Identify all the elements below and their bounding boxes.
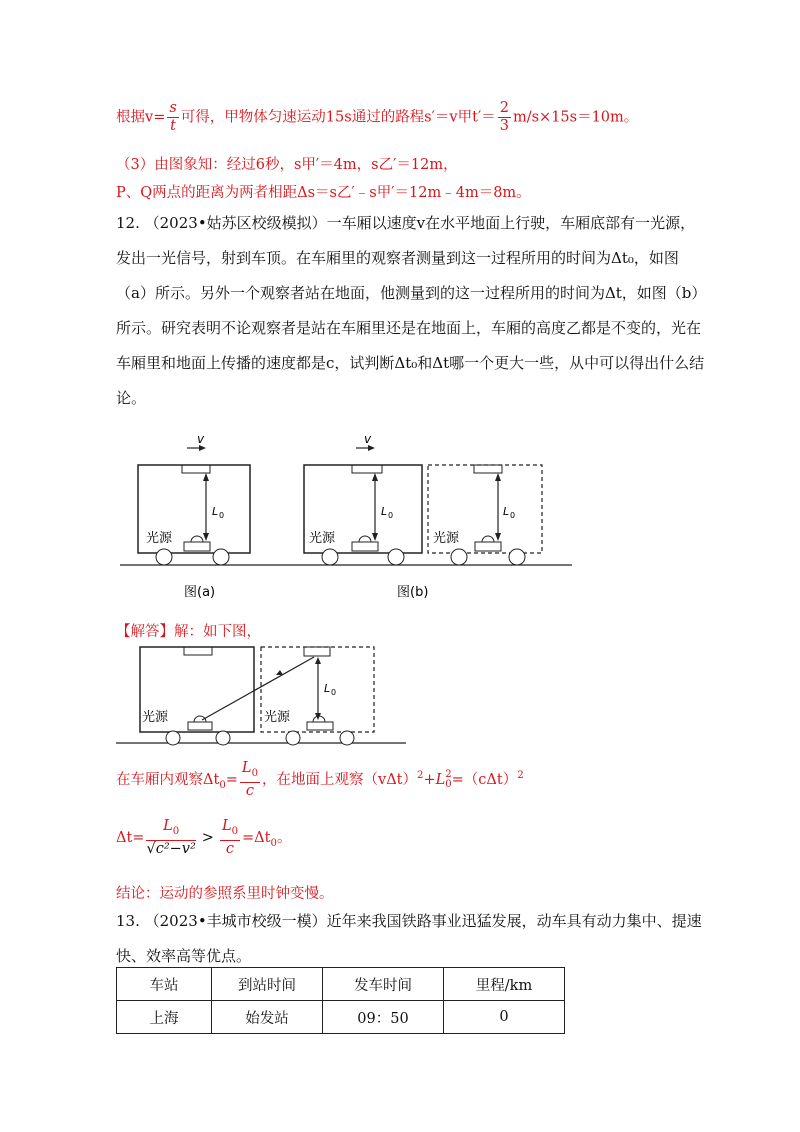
solution-part3-line2: P、Q两点的距离为两者相距Δs＝s乙′﹣s甲′＝12m﹣4m＝8m。 bbox=[116, 185, 531, 201]
length-sub-b: 0 bbox=[388, 511, 394, 520]
formula-sup: 2 bbox=[517, 770, 524, 782]
answer-header bbox=[116, 620, 261, 641]
formula-sub: 0 bbox=[445, 778, 452, 790]
table-header-row bbox=[117, 968, 565, 1001]
question-source: （2023•姑苏区校级模拟） bbox=[144, 214, 327, 232]
table-header-cell: 里程/km bbox=[444, 968, 565, 1001]
length-sub-c: 0 bbox=[510, 511, 516, 520]
answer-length-sub: 0 bbox=[331, 688, 337, 697]
formula-text: > bbox=[201, 829, 214, 846]
station-table bbox=[116, 967, 565, 1034]
figure-answer-diagram bbox=[0, 642, 800, 752]
frac-numerator: L bbox=[241, 760, 252, 776]
conclusion: 结论：运动的参照系里时钟变慢。 bbox=[116, 886, 334, 902]
solution-part2-line bbox=[116, 100, 638, 135]
table-row bbox=[117, 1001, 565, 1034]
frac-denominator: c bbox=[245, 782, 255, 799]
table-cell: 始发站 bbox=[212, 1001, 323, 1034]
table-header-cell: 发车时间 bbox=[323, 968, 444, 1001]
car-b-moved bbox=[428, 465, 542, 565]
answer-tag: 【解答】 bbox=[116, 624, 174, 640]
light-source-label-c: 光源 bbox=[433, 531, 460, 546]
length-label-a: L bbox=[212, 505, 219, 518]
fraction-L0-over-c-2: $\frac{L_0}{c}$ bbox=[221, 818, 239, 857]
fraction-L0-over-sqrt: $\frac{L_0}{\text{√c²−v²}}$ bbox=[146, 818, 196, 857]
question-source: （2023•丰城市校级一模） bbox=[144, 912, 327, 930]
text-segment: m/s×15s＝10m。 bbox=[512, 109, 639, 126]
formula-text: =（cΔt） bbox=[451, 771, 518, 788]
formula-sup: 2 bbox=[445, 768, 452, 780]
text-segment: 可得，甲物体匀速运动15s通过的路程s′＝v甲t′＝ bbox=[180, 109, 496, 126]
formula-text: 。 bbox=[276, 829, 292, 846]
table-header-cell: 车站 bbox=[117, 968, 212, 1001]
caption-b: 图(b) bbox=[397, 585, 429, 600]
answer-light-source-a: 光源 bbox=[142, 710, 169, 725]
table-cell: 09：50 bbox=[323, 1001, 444, 1034]
car-a bbox=[138, 432, 250, 600]
frac-numerator: L bbox=[163, 818, 173, 834]
velocity-label-b: v bbox=[364, 432, 372, 446]
caption-a: 图(a) bbox=[184, 585, 216, 600]
car-b bbox=[304, 432, 428, 600]
light-source-label-b: 光源 bbox=[309, 531, 336, 546]
fraction-s-over-t bbox=[167, 100, 178, 135]
figure-train-diagram bbox=[0, 425, 800, 610]
text-segment: 根据v= bbox=[116, 109, 166, 126]
frac-numerator: s bbox=[169, 100, 177, 116]
length-label-c: L bbox=[503, 505, 510, 518]
frac-denominator: 3 bbox=[499, 118, 509, 134]
question-text: 一车厢以速度v在水平地面上行驶，车厢底部有一光源，发出一光信号，射到车顶。在车厢里的观察者测量到这一过程所用的时间为Δt₀，如图（a）所示。另外一个观察者站在地面，他测量到的这一过程所用的时间为Δt，如图（b）所示。研究表明不论观察者是站在车厢里还是在地面上，车厢的高度乙都是不变的，光在车厢里和地面上传播的速度都是c，试判断Δt₀和Δt哪一个更大一些，从中可以得出什么结论。 bbox=[116, 214, 705, 407]
frac-denominator: √c²−v² bbox=[146, 840, 196, 857]
velocity-label-a: v bbox=[197, 432, 205, 446]
formula-text: 在车厢内观察Δt bbox=[116, 771, 220, 788]
frac-numerator: L bbox=[221, 818, 232, 834]
formula-text: + bbox=[423, 771, 436, 788]
solution-part3-line1: （3）由图象知：经过6秒，s甲′＝4m，s乙′＝12m， bbox=[116, 157, 458, 173]
question-13 bbox=[116, 904, 706, 974]
question-number: 13. bbox=[116, 912, 140, 930]
fraction-L0-over-c: $\frac{L_0}{c}$ bbox=[241, 760, 259, 799]
frac-numerator: 2 bbox=[499, 100, 509, 116]
answer-length-label: L bbox=[324, 682, 331, 695]
length-label-b: L bbox=[381, 505, 388, 518]
formula-text: Δt= bbox=[116, 829, 145, 846]
light-source-label-a: 光源 bbox=[146, 531, 173, 546]
fraction-two-thirds bbox=[498, 100, 511, 135]
table-header-cell: 到站时间 bbox=[212, 968, 323, 1001]
formula-text: = bbox=[225, 771, 238, 788]
formula-text: ，在地面上观察（vΔt） bbox=[262, 771, 418, 788]
frac-denominator: t bbox=[170, 118, 176, 134]
question-number: 12. bbox=[116, 214, 140, 232]
length-sub-a: 0 bbox=[219, 511, 225, 520]
table-cell: 0 bbox=[444, 1001, 565, 1034]
answer-intro: 解：如下图， bbox=[174, 624, 261, 640]
formula-text: =Δt bbox=[242, 829, 271, 846]
formula-text: L bbox=[435, 771, 446, 788]
question-12 bbox=[116, 206, 706, 416]
question-text: 近年来我国铁路事业迅猛发展，动车具有动力集中、提速快、效率高等优点。 bbox=[116, 912, 702, 965]
formula-sub: 0 bbox=[219, 779, 226, 791]
table-cell: 上海 bbox=[117, 1001, 212, 1034]
formula-line-2 bbox=[116, 818, 291, 858]
frac-denominator: c bbox=[225, 840, 235, 857]
answer-light-source-b: 光源 bbox=[264, 710, 291, 725]
formula-sub: 0 bbox=[270, 837, 277, 849]
formula-line-1 bbox=[116, 760, 524, 800]
formula-sup: 2 bbox=[417, 770, 424, 782]
